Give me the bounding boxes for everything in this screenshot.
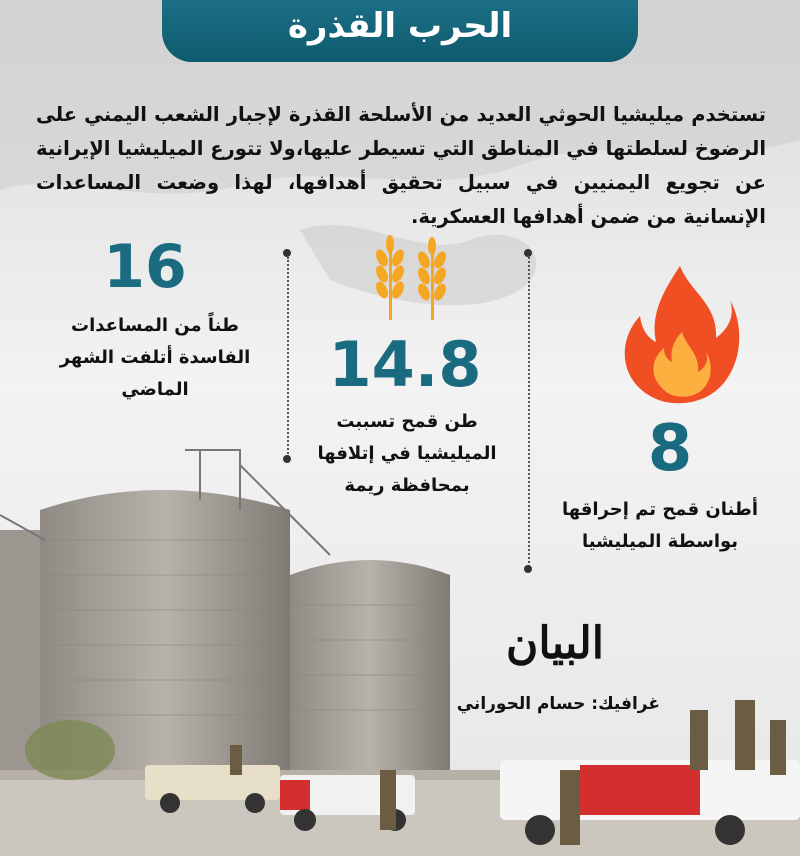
separator-dot <box>283 455 291 463</box>
separator-line <box>287 257 289 457</box>
fire-icon <box>620 262 740 404</box>
separator-dot <box>283 249 291 257</box>
stat-value-spoiled-aid: 16 <box>103 232 187 302</box>
wheat-icon <box>372 230 452 322</box>
separator-dot <box>524 249 532 257</box>
intro-paragraph: تستخدم ميليشيا الحوثي العديد من الأسلحة القذرة لإجبار الشعب اليمني على الرضوخ لسلطتها في المناطق التي تسيطر عليها،ولا تتورع الميليشيا الإيرانية عن تجويع اليمنيين في سبيل تحقيق أهدافها، لهذا وضعت المساعدات الإنسانية من ضمن أهدافها العسكرية. <box>36 103 766 228</box>
stat-caption-spoiled-aid: طناً من المساعدات الفاسدة أتلفت الشهر الماضي <box>59 315 251 400</box>
stat-caption-destroyed-wheat: طن قمح تسببت الميليشيا في إتلافها بمحافظة ريمة <box>317 411 497 496</box>
graphic-credit: غرافيك: حسام الحوراني <box>456 694 660 714</box>
albayan-logo: البيان <box>506 618 604 669</box>
stat-value-destroyed-wheat: 14.8 <box>328 328 482 401</box>
separator-dot <box>524 565 532 573</box>
stat-value-burned-wheat: 8 <box>647 412 693 486</box>
separator-line <box>528 257 530 567</box>
stat-caption-burned-wheat: أطنان قمح تم إحراقها بواسطة الميليشيا <box>561 499 759 552</box>
page-title: الحرب القذرة <box>287 6 513 46</box>
